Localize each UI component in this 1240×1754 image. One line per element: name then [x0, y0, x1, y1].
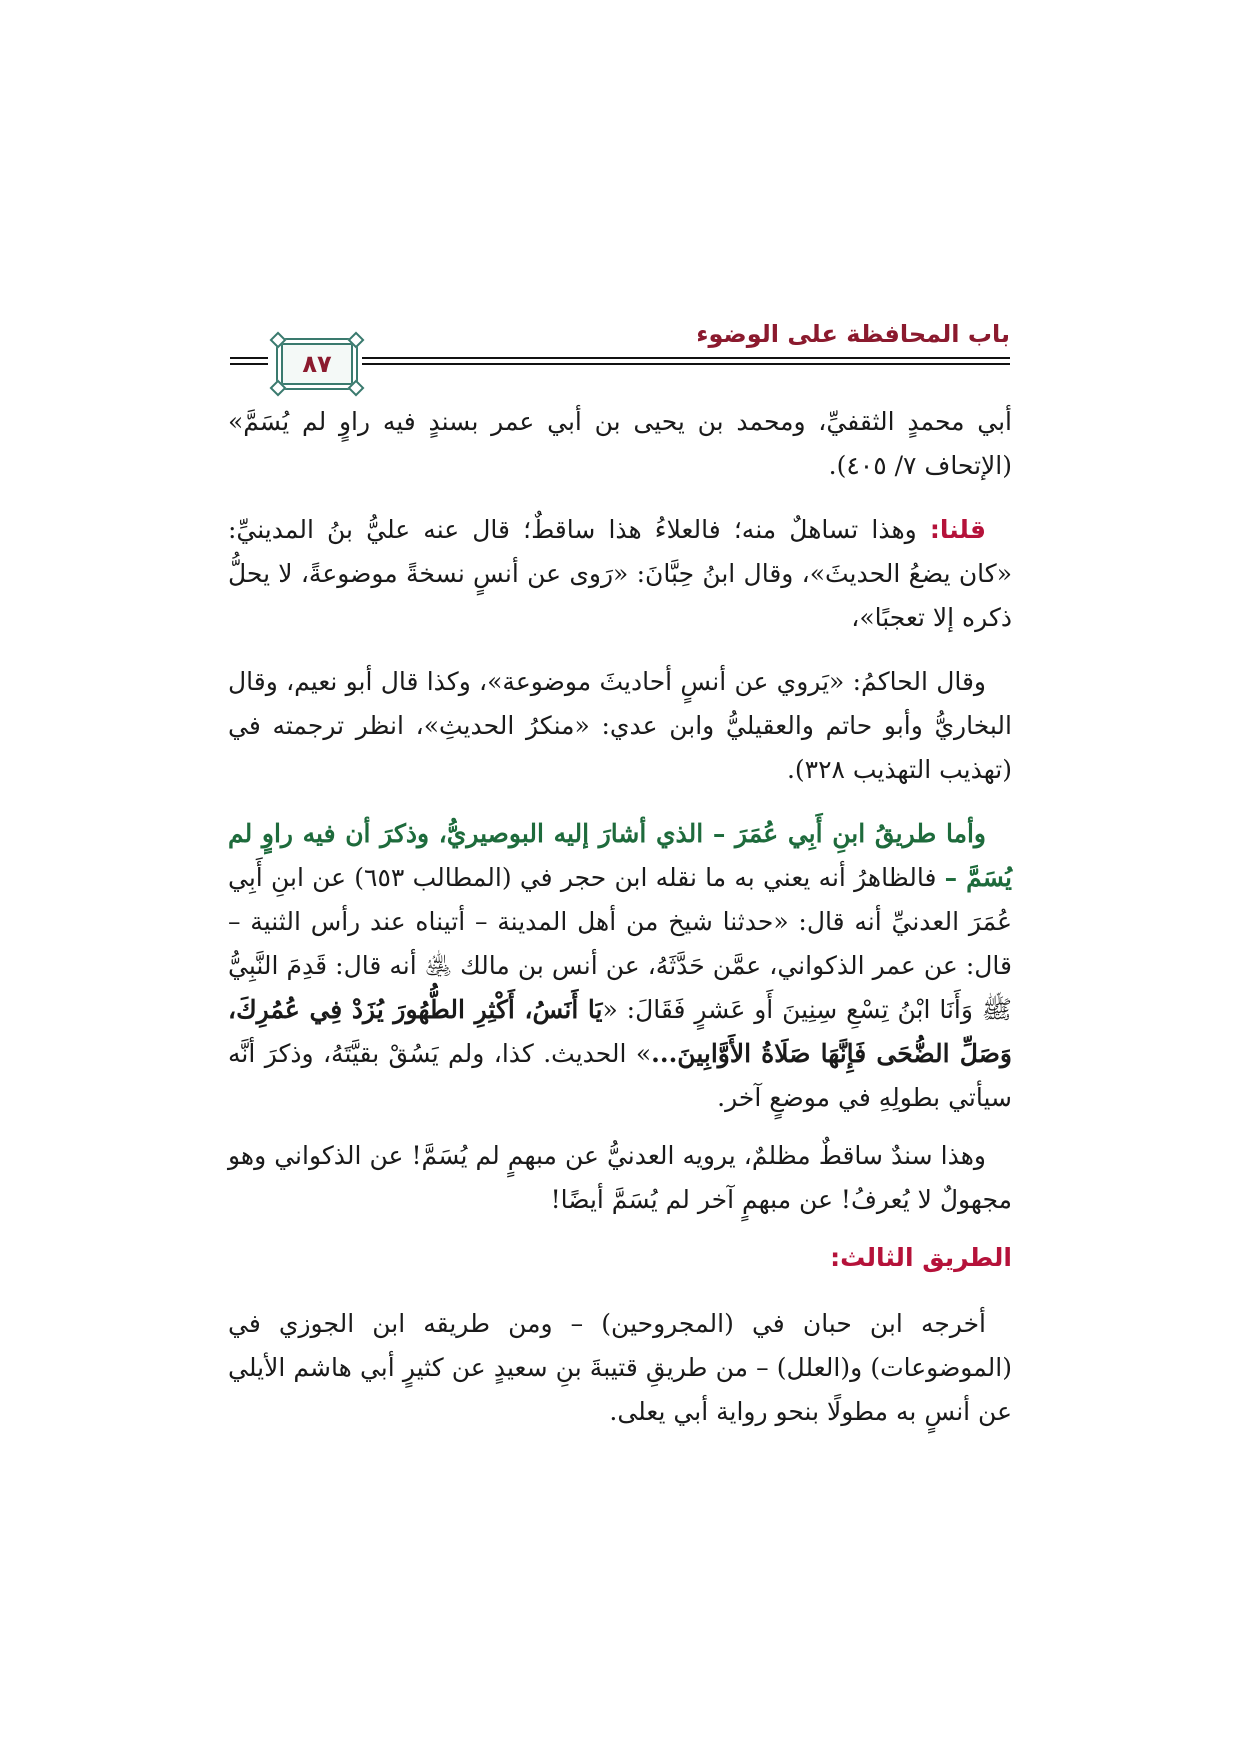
page-header — [230, 318, 1010, 388]
header-rule-left — [230, 357, 268, 365]
paragraph-5: وهذا سندٌ ساقطٌ مظلمٌ، يرويه العدنيُّ عن مبهمٍ لم يُسَمَّ! عن الذكواني وهو مجهولٌ لا يُعرفُ! عن مبهمٍ آخر لم يُسَمَّ أيضًا! — [228, 1141, 1012, 1214]
paragraph-2: قلنا: وهذا تساهلٌ منه؛ فالعلاءُ هذا ساقطٌ؛ قال عنه عليُّ بنُ المدينيِّ: «كان يضعُ الحديثَ»، وقال ابنُ حِبَّانَ: «رَوى عن أنسٍ نسخةً موضوعةً، لا يحلُّ ذكره إلا تعجبًا»، — [228, 515, 1012, 632]
paragraph-6: أخرجه ابن حبان في (المجروحين) – ومن طريقه ابن الجوزي في (الموضوعات) و(العلل) – من طريقِ قتيبةَ بنِ سعيدٍ عن كثيرٍ أبي هاشم الأيلي عن أنسٍ به مطولًا بنحو رواية أبي يعلى. — [228, 1309, 1012, 1426]
page-number-badge — [276, 338, 358, 390]
hadith-bold-text: يَا أَنَسُ، أَكْثِرِ الطُّهُورَ يُزَدْ فِي عُمُرِكَ، وَصَلِّ الضُّحَى فَإِنَّهَا صَلَاةُ الأَوَّابِينَ... — [228, 995, 1012, 1068]
qulna-label: قلنا: — [929, 515, 986, 544]
section-heading: الطريق الثالث: — [830, 1243, 1012, 1272]
header-rule-right — [362, 357, 1010, 365]
paragraph-1: أبي محمدٍ الثقفيِّ، ومحمد بن يحيى بن أبي عمر بسندٍ فيه راوٍ لم يُسَمَّ» (الإتحاف ٧/ ٤٠٥). — [228, 407, 1012, 480]
page-number: ٨٧ — [302, 350, 332, 378]
paragraph-3: وقال الحاكمُ: «يَروي عن أنسٍ أحاديثَ موضوعة»، وكذا قال أبو نعيم، وقال البخاريُّ وأبو حاتم والعقيليُّ وابن عدي: «منكرُ الحديثِ»، انظر ترجمته في (تهذيب التهذيب ٣٢٨). — [228, 667, 1012, 784]
page-body — [228, 400, 1012, 1454]
section-lead-green: وأما طريقُ ابنِ أَبِي عُمَرَ – الذي أشارَ إليه البوصيريُّ، وذكرَ أن فيه راوٍ لم يُسَمَّ – — [228, 819, 1013, 892]
running-title: باب المحافظة على الوضوء — [696, 320, 1010, 348]
paragraph-4: وأما طريقُ ابنِ أَبِي عُمَرَ – الذي أشارَ إليه البوصيريُّ، وذكرَ أن فيه راوٍ لم يُسَمَّ – فالظاهرُ أنه يعني به ما نقله ابن حجر في (المطالب ٦٥٣) عن ابنِ أَبِي عُمَرَ العدنيِّ أنه قال: «حدثنا شيخ من أهل المدينة – أتيناه عند رأس الثنية – قال: عن عمر الذكواني، عمَّن حَدَّثَهُ، عن أنس بن مالك ﵁ أنه قال: قَدِمَ النَّبِيُّ ﷺ وَأَنَا ابْنُ تِسْعِ سِنِينَ أَو عَشرٍ فَقَالَ: «يَا أَنَسُ، أَكْثِرِ الطُّهُورَ يُزَدْ فِي عُمُرِكَ، وَصَلِّ الضُّحَى فَإِنَّهَا صَلَاةُ الأَوَّابِينَ...» الحديث. كذا، ولم يَسُقْ بقيَّتَهُ، وذكرَ أنَّه سيأتي بطولِهِ في موضعٍ آخر. — [228, 819, 1013, 1112]
